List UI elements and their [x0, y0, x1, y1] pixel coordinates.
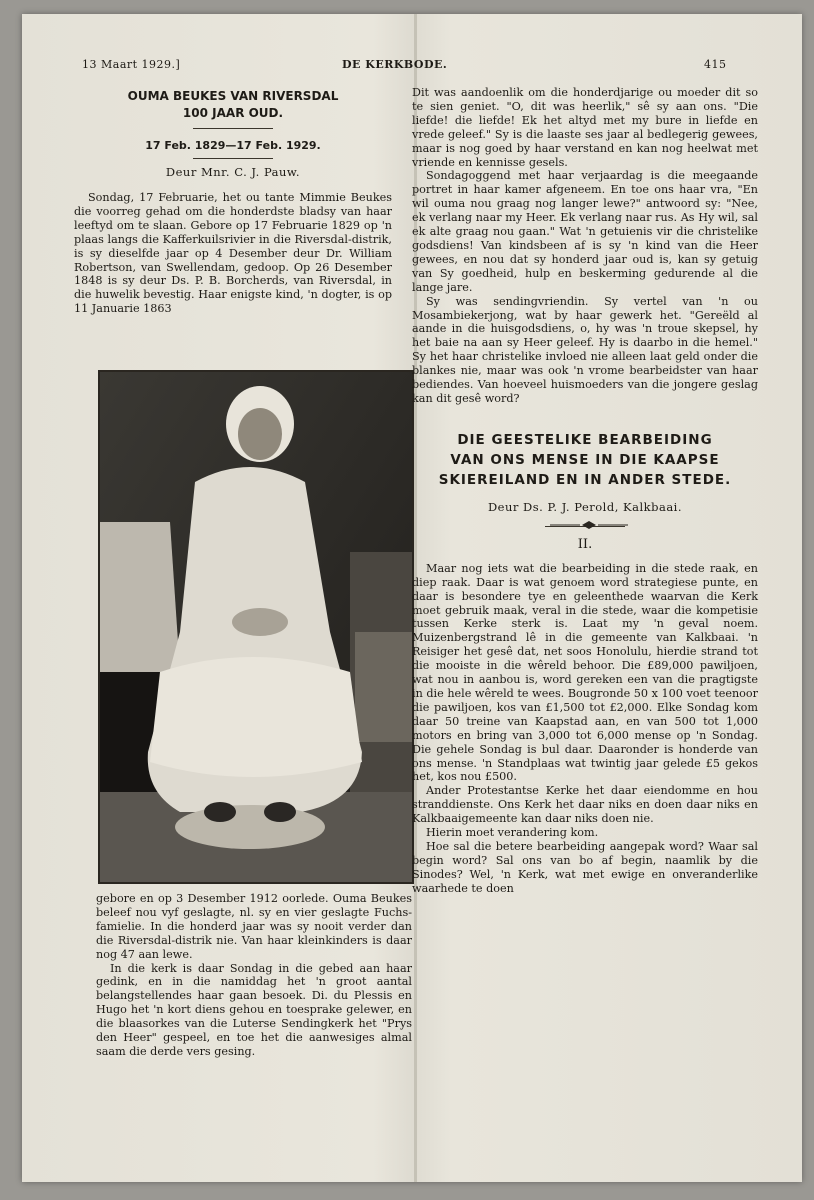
article1-dates: 17 Feb. 1829—17 Feb. 1929.: [145, 139, 321, 152]
portrait-photo: [98, 370, 414, 884]
divider: [193, 128, 273, 129]
article1-column-continued: [96, 892, 412, 1059]
masthead: DE KERKBODE.: [342, 58, 448, 71]
section-number: II.: [577, 536, 593, 552]
article1-byline: Deur Mnr. C. J. Pauw.: [165, 165, 301, 179]
article1-para1-cont: gebore en op 3 Desember 1912 oorlede. Ouma Beukes beleef nou vyf geslagte, nl. sy en vier geslagte Fuchs-famielie. In die honderd jaar was sy nooit verder dan die Riversdal-distrik nie. Van haar kleinkinders is daar nog 47 aan lewe.: [96, 892, 412, 961]
article1-para3: Dit was aandoenlik om die honderdjarige ou moeder dit so te sien geniet. "O, dit was heerlik," sê sy aan ons. "Die liefde! die liefde! Ek het altyd met my bure in liefde en vrede geleef." Sy is die laaste ses jaar al bedlegerig gewees, maar is nog goed by haar verstand en kan nog heelwat met vriende en kennisse gesels.: [412, 86, 758, 169]
issue-date: 13 Maart 1929.]: [82, 58, 181, 71]
article1-para1: Sondag, 17 Februarie, het ou tante Mimmie Beukes die voorreg gehad om die honderdste bladsy van haar leeftyd om te slaan. Gebore op 17 Februarie 1829 op 'n plaas langs die Kafferkuilsrivier in die Riversdal-distrik, is sy dieselfde jaar op 4 Desember deur Dr. William Robertson, van Swellendam, gedoop. Op 26 Desember 1848 is sy deur Ds. P. B. Borcherds, van Riversdal, in die huwelik bevestig. Haar enigste kind, 'n dogter, is op 11 Januarie 1863: [74, 191, 392, 316]
article2-title-line1: DIE GEESTELIKE BEARBEIDING: [457, 431, 713, 448]
article2-para4: Hoe sal die betere bearbeiding aangepak word? Waar sal begin word? Sal ons van bo af begin, naamlik by die Sinodes? Wel, 'n Kerk, wat met ewige en onveranderlike waarhede te doen: [412, 839, 758, 895]
article1-title-line1: OUMA BEUKES VAN RIVERSDAL: [127, 89, 339, 103]
newspaper-page: [22, 14, 802, 1182]
article1-column: [74, 88, 392, 316]
ornament-divider-icon: [550, 520, 628, 530]
article2-para3: Hierin moet verandering kom.: [426, 826, 599, 840]
article2-para2: Ander Protestantse Kerke het daar eiendomme en hou stranddienste. Ons Kerk het daar niks en doen daar niks en Kalkbaaigemeente kan daar niks doen nie.: [412, 784, 758, 826]
article1-para2: In die kerk is daar Sondag in die gebed aan haar gedink, en in die namiddag het 'n groot aantal belangstellendes haar gaan besoek. Di. du Plessis en Hugo het 'n kort diens gehou en toesprake gelewer, en die blaasorkes van die Luterse Sendingkerk het "Prys den Heer" gespeel, en toe het die aanwesiges almal saam die derde vers gesing.: [96, 961, 412, 1058]
article2-title-line3: SKIEREILAND EN IN ANDER STEDE.: [438, 471, 732, 488]
article1-title-line2: 100 JAAR OUD.: [182, 106, 284, 120]
article2-title: [412, 430, 758, 490]
article2-para1: Maar nog iets wat die bearbeiding in die stede raak, en diep raak. Daar is wat genoem word strategiese punte, en daar is besondere tye en geleenthede waarvan die Kerk moet gebruik maak, veral in die stede, waar die kompetisie tussen Kerke sterk is. Laat my 'n geval noem. Muizenbergstrand lê in die gemeente van Kalkbaai. 'n Reisiger het gesê dat, net soos Honolulu, hierdie strand tot die mooiste in die wêreld behoor. Die £89,000 pawiljoen, wat nou in aanbou is, word gereken een van die pragtigste in die hele wêreld te wees. Bougronde 50 x 100 voet teenoor die pawiljoen, kos van £1,500 tot £2,000. Elke Sondag kom daar 50 treine van Kaapstad aan, en van 500 tot 1,000 motors en bring van 3,000 tot 6,000 mense op 'n Sondag. Die gehele Sondag is bul daar. Daaronder is honderde van ons mense. 'n Standplaas wat twintig jaar gelede £5 gekos het, kos nou £500.: [412, 561, 758, 784]
article2-title-line2: VAN ONS MENSE IN DIE KAAPSE: [450, 451, 720, 468]
right-column: [412, 86, 758, 896]
page-number: 415: [704, 58, 727, 71]
article1-para5: Sy was sendingvriendin. Sy vertel van 'n ou Mosambiekerjong, wat by haar gewerk het. "Gereëld al aande in die huisgodsdiens, o, hy was 'n troue skepsel, hy het baie na aan sy Heer geleef. Hy is daarbo in die hemel." Sy het haar christelike invloed nie alleen laat geld onder die blankes nie, maar was ook 'n vrome bearbeidster van haar bediendes. Van hoeveel huismoeders van die jongere geslag kan dit gesê word?: [412, 294, 758, 405]
article1-para4: Sondagoggend met haar verjaardag is die meegaande portret in haar kamer afgeneem. En toe ons haar vra, "En wil ouma nou graag nog langer lewe?" antwoord sy: "Nee, ek verlang naar my Heer. Ek verlang naar rus. As Hy wil, sal ek alte graag nou gaan." Wat 'n getuienis vir die christelike godsdiens! Van kindsbeen af is sy 'n kind van die Heer gewees, en nou dat sy honderd jaar oud is, kan sy getuig van Sy goedheid, hulp en beskerming gedurende al die lange jare.: [412, 169, 758, 294]
article2-byline: Deur Ds. P. J. Perold, Kalkbaai.: [487, 499, 683, 514]
divider: [193, 158, 273, 159]
portrait-image: [100, 372, 412, 882]
